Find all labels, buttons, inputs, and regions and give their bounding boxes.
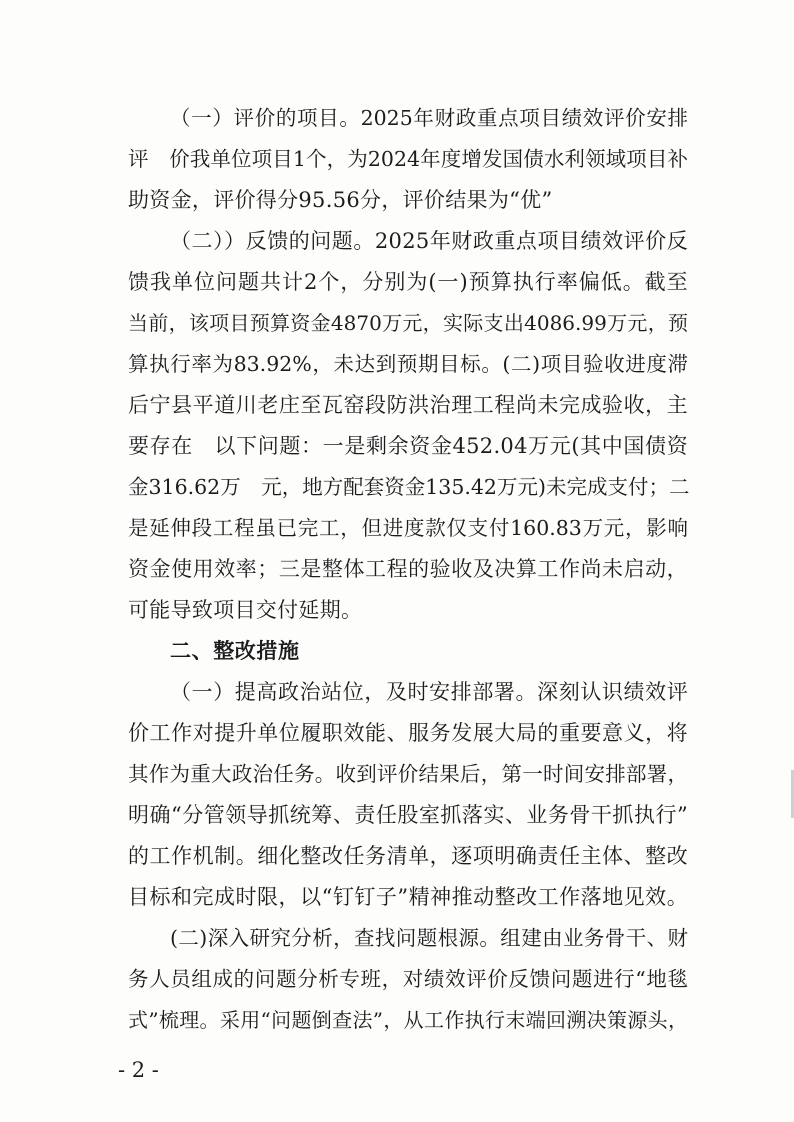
- paragraph-line-13: 可能导致项目交付延期。: [128, 598, 363, 622]
- paragraph-line-5: 馈我单位问题共计2个，分别为(一)预算执行率偏低。截至: [128, 270, 688, 294]
- paragraph-line-2: 评 价我单位项目1个，为2024年度增发国债水利领域项目补: [128, 147, 688, 171]
- paragraph-line-4: （二））反馈的问题。2025年财政重点项目绩效评价反: [170, 229, 688, 253]
- paragraph-line-15: 价工作对提升单位履职效能、服务发展大局的重要意义，将: [128, 721, 688, 745]
- paragraph-line-16: 其作为重大政治任务。收到评价结果后，第一时间安排部署，: [128, 762, 688, 786]
- paragraph-line-10: 金316.62万 元，地方配套资金135.42万元)未完成支付；二: [128, 475, 690, 499]
- paragraph-line-17: 明确“分管领导抓统筹、责任股室抓落实、业务骨干抓执行”: [128, 803, 688, 827]
- paragraph-line-8: 后宁县平道川老庄至瓦窑段防洪治理工程尚未完成验收，主: [128, 393, 688, 417]
- paragraph-line-3: 助资金，评价得分95.56分，评价结果为“优”: [128, 188, 553, 212]
- paragraph-line-7: 算执行率为83.92%，未达到预期目标。(二)项目验收进度滞: [128, 352, 688, 376]
- paragraph-line-1: （一）评价的项目。2025年财政重点项目绩效评价安排: [170, 106, 688, 130]
- paragraph-line-6: 当前，该项目预算资金4870万元，实际支出4086.99万元，预: [128, 311, 688, 335]
- paragraph-line-21: 务人员组成的问题分析专班，对绩效评价反馈问题进行“地毯: [128, 967, 688, 991]
- paragraph-line-20: (二)深入研究分析，查找问题根源。组建由业务骨干、财: [170, 926, 688, 950]
- paragraph-line-12: 资金使用效率；三是整体工程的验收及决算工作尚未启动，: [128, 557, 688, 581]
- paragraph-line-19: 目标和完成时限，以“钉钉子”精神推动整改工作落地见效。: [128, 885, 688, 909]
- page-number: - 2 -: [118, 1058, 159, 1082]
- paragraph-line-9: 要存在 以下问题：一是剩余资金452.04万元(其中国债资: [128, 434, 688, 458]
- section-heading: 二、整改措施: [170, 639, 300, 663]
- paragraph-line-14: （一）提高政治站位，及时安排部署。深刻认识绩效评: [170, 680, 688, 704]
- paragraph-line-11: 是延伸段工程虽已完工，但进度款仅支付160.83万元，影响: [128, 516, 688, 540]
- paragraph-line-18: 的工作机制。细化整改任务清单，逐项明确责任主体、整改: [128, 844, 688, 868]
- paragraph-line-22: 式”梳理。采用“问题倒查法”，从工作执行末端回溯决策源头，: [128, 1008, 688, 1032]
